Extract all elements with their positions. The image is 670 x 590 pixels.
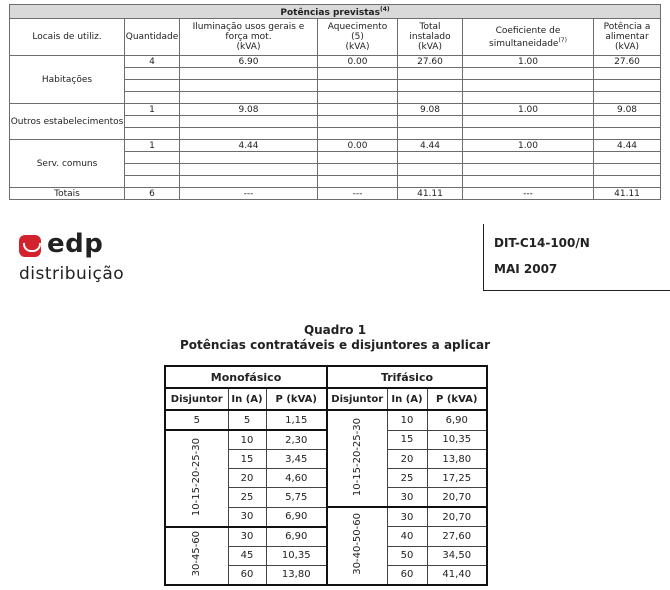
mono-in: 30 [228,527,266,547]
mono-in: 25 [228,488,266,508]
cell-coef: 1.00 [463,56,594,68]
mono-in: 10 [228,430,266,450]
header-iluminacao: Iluminação usos gerais e força mot. (kVA) [180,19,318,56]
mono-p: 1,15 [266,410,327,430]
tri-p: 10,35 [427,430,487,450]
potencias-previstas-table [9,4,661,200]
mono-p: 13,80 [266,565,327,585]
cell-quantidade: 4 [125,56,180,68]
cell-iluminacao: 6.90 [180,56,318,68]
row-local: Outros estabelecimentos [10,104,125,140]
cell-total: 27.60 [398,56,463,68]
brand-name: edp [47,229,104,259]
tri-p: 20,70 [427,507,487,527]
table-title: Potências previstas$^{(4)}$ [10,5,661,19]
header-coeficiente: Coeficiente de simultaneidade$^{(7)}$ [463,19,594,56]
col-disjuntor-mono: Disjuntor [165,388,228,410]
mono-in: 45 [228,546,266,565]
quadro-title: Quadro 1 [303,323,367,337]
cell-aquecimento: 0.00 [318,140,398,152]
table-row [165,410,487,430]
mono-in: 60 [228,565,266,585]
cell-iluminacao: 4.44 [180,140,318,152]
tri-p: 34,50 [427,546,487,565]
cell-coef: --- [463,188,594,200]
tri-p: 41,40 [427,565,487,585]
tri-p: 20,70 [427,488,487,508]
table-row [165,527,487,547]
cell-iluminacao: --- [180,188,318,200]
header-potencia: Potência a alimentar (kVA) [594,19,661,56]
mono-in: 5 [228,410,266,430]
cell-coef: 1.00 [463,140,594,152]
cell-quantidade: 6 [125,188,180,200]
mono-p: 6,90 [266,507,327,527]
mono-p: 6,90 [266,527,327,547]
table-row [10,140,661,152]
cell-potencia: 4.44 [594,140,661,152]
cell-total: 4.44 [398,140,463,152]
cell-potencia: 41.11 [594,188,661,200]
tri-in: 10 [387,410,427,430]
header-locais: Locais de utiliz. [10,19,125,56]
trifasico-header: Trifásico [327,366,487,388]
mono-p: 10,35 [266,546,327,565]
mono-p: 3,45 [266,450,327,469]
tri-in: 60 [387,565,427,585]
brand-subtitle: distribuição [19,264,125,284]
tri-p: 6,90 [427,410,487,430]
mono-disjuntor: 30-45-60 [165,527,228,585]
tri-in: 20 [387,450,427,469]
col-p-mono: P (kVA) [266,388,327,410]
table-row [165,430,487,450]
cell-quantidade: 1 [125,104,180,116]
totals-label: Totais [10,188,125,200]
edp-logo-icon [19,235,41,257]
header-divider-vertical [483,224,484,291]
col-in-mono: In (A) [228,388,266,410]
mono-in: 15 [228,450,266,469]
cell-potencia: 9.08 [594,104,661,116]
quadro-table [164,365,488,586]
mono-disjuntor: 5 [165,410,228,430]
cell-potencia: 27.60 [594,56,661,68]
monofasico-header: Monofásico [165,366,327,388]
cell-aquecimento: 0.00 [318,56,398,68]
mono-disjuntor: 10-15-20-25-30 [165,430,228,527]
cell-total: 41.11 [398,188,463,200]
document-number: DIT-C14-100/N [494,236,590,250]
quadro-subtitle: Potências contratáveis e disjuntores a aplicar [179,338,491,352]
header-quantidade: Quantidade [125,19,180,56]
tri-p: 17,25 [427,469,487,488]
row-local: Habitações [10,56,125,104]
mono-p: 5,75 [266,488,327,508]
tri-p: 27,60 [427,527,487,547]
row-local: Serv. comuns [10,140,125,188]
tri-in: 30 [387,488,427,508]
tri-p: 13,80 [427,450,487,469]
quadro-title-block [150,323,520,353]
col-p-tri: P (kVA) [427,388,487,410]
tri-disjuntor: 10-15-20-25-30 [327,410,387,507]
table-row [10,56,661,68]
cell-iluminacao: 9.08 [180,104,318,116]
cell-aquecimento: --- [318,188,398,200]
tri-in: 50 [387,546,427,565]
tri-in: 30 [387,507,427,527]
cell-aquecimento [318,104,398,116]
cell-coef: 1.00 [463,104,594,116]
header-total: Total instalado (kVA) [398,19,463,56]
tri-in: 15 [387,430,427,450]
col-disjuntor-tri: Disjuntor [327,388,387,410]
mono-p: 4,60 [266,469,327,488]
tri-in: 25 [387,469,427,488]
tri-disjuntor: 30-40-50-60 [327,507,387,585]
mono-p: 2,30 [266,430,327,450]
tri-in: 40 [387,527,427,547]
document-date: MAI 2007 [494,262,558,276]
totals-row [10,188,661,200]
col-in-tri: In (A) [387,388,427,410]
table-row [10,104,661,116]
header-aquecimento: Aquecimento (5) (kVA) [318,19,398,56]
mono-in: 20 [228,469,266,488]
cell-total: 9.08 [398,104,463,116]
mono-in: 30 [228,507,266,527]
cell-quantidade: 1 [125,140,180,152]
header-divider-horizontal [483,290,670,291]
